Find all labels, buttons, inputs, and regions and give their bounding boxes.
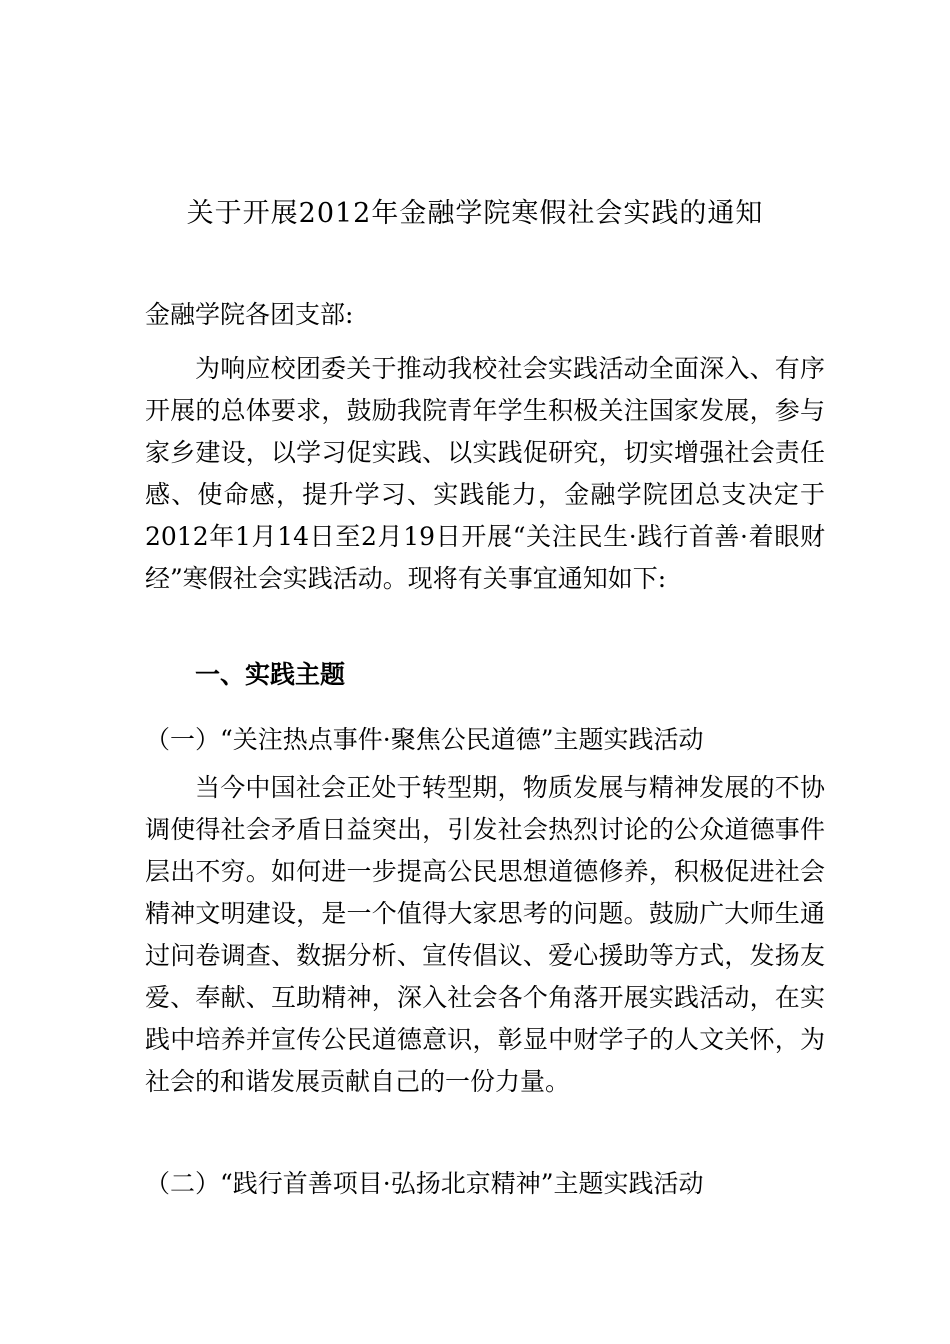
document-title: 关于开展2012年金融学院寒假社会实践的通知 — [186, 198, 764, 229]
intro-paragraph: 为响应校团委关于推动我校社会实践活动全面深入、有序开展的总体要求，鼓励我院青年学生积极关注国家发展，参与家乡建设，以学习促实践、以实践促研究，切实增强社会责任感、使命感，提升学习、实践能力，金融学院团总支决定于2012年1月14日至2月19日开展“关注民生·践行首善·着眼财经”寒假社会实践活动。现将有关事宜通知如下: — [145, 354, 825, 593]
subsection-title-1: （一）“关注热点事件·聚焦公民道德”主题实践活动 — [145, 725, 704, 754]
salutation: 金融学院各团支部: — [145, 300, 354, 329]
section-heading-practice-themes: 一、实践主题 — [195, 660, 346, 689]
subsection-1-paragraph: 当今中国社会正处于转型期，物质发展与精神发展的不协调使得社会矛盾日益突出，引发社会热烈讨论的公众道德事件层出不穷。如何进一步提高公民思想道德修养，积极促进社会精神文明建设，是一个值得大家思考的问题。鼓励广大师生通过问卷调查、数据分析、宣传倡议、爱心援助等方式，发扬友爱、奉献、互助精神，深入社会各个角落开展实践活动，在实践中培养并宣传公民道德意识，彰显中财学子的人文关怀，为社会的和谐发展贡献自己的一份力量。 — [145, 773, 825, 1096]
subsection-title-2: （二）“践行首善项目·弘扬北京精神”主题实践活动 — [145, 1169, 704, 1198]
